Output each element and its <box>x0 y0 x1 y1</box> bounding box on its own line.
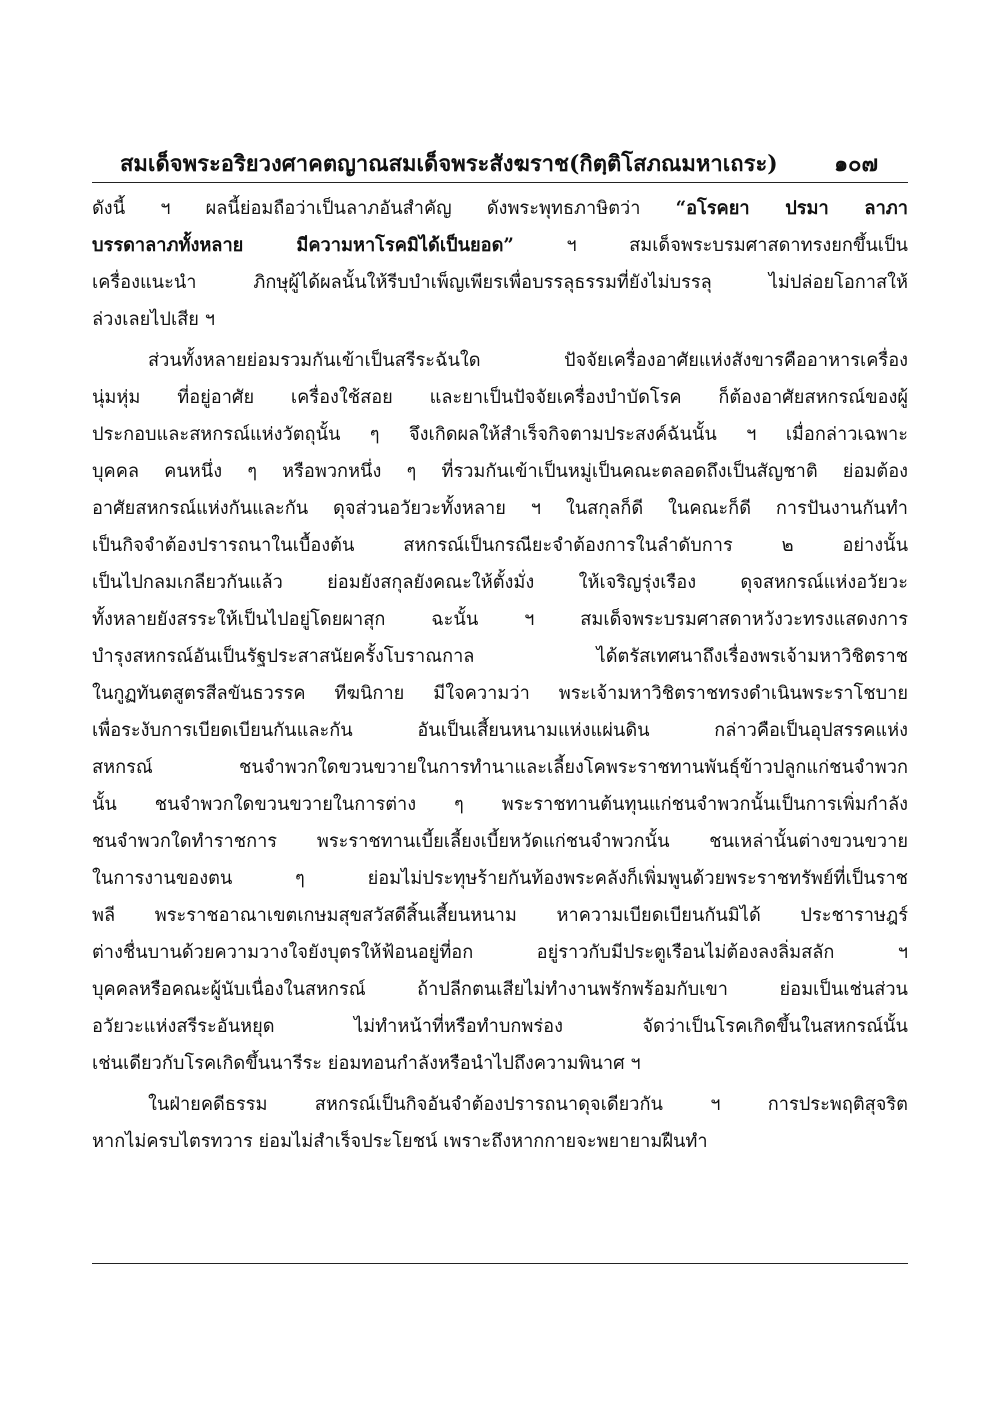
header-rule <box>92 182 908 183</box>
text-line <box>92 227 908 264</box>
body-text <box>92 190 908 1160</box>
text-line: ทั้งหลายยังสรระให้เป็นไปอยู่โดยผาสุก ฉะนั้น ฯ สมเด็จพระบรมศาสดาหวังวะทรงแสดงการ <box>92 609 908 630</box>
header-title: สมเด็จพระอริยวงศาคตญาณสมเด็จพระสังฆราช(กิตฺติโสภณมหาเถระ) <box>120 151 778 177</box>
text-line: เครื่องแนะนำ ภิกษุผู้ได้ผลนั้นให้รีบบำเพ็ญเพียรเพื่อบรรลุธรรมที่ยังไม่บรรลุ ไม่ปล่อยโอกาสให้ <box>92 272 908 293</box>
text-line: เป็นไปกลมเกลียวกันแล้ว ย่อมยังสกุลยังคณะให้ตั้งมั่ง ให้เจริญรุ่งเรือง ดุจสหกรณ์แห่งอวัยวะ <box>92 572 908 593</box>
text-line: บุคคล คนหนึ่ง ๆ หรือพวกหนึ่ง ๆ ที่รวมกันเข้าเป็นหมู่เป็นคณะตลอดถึงเป็นสัญชาติ ย่อมต้อง <box>92 461 908 482</box>
text-line: บุคคลหรือคณะผู้นับเนื่องในสหกรณ์ ถ้าปลีกตนเสียไม่ทำงานพรักพร้อมกับเขา ย่อมเป็นเช่นส่วน <box>92 979 908 1000</box>
text-line: ประกอบและสหกรณ์แห่งวัตถุนั้น ๆ จึงเกิดผลให้สำเร็จกิจตามประสงค์ฉันนั้น ฯ เมื่อกล่าวเฉพาะ <box>92 424 908 445</box>
text-line <box>92 190 908 227</box>
text-line: หากไม่ครบไตรทวาร ย่อมไม่สำเร็จประโยชน์ เพราะถึงหากกายจะพยายามฝืนทำ <box>92 1131 708 1152</box>
quote-translation: บรรดาลาภทั้งหลาย มีความหาโรคมิได้เป็นยอด” <box>92 235 514 256</box>
text-line: เช่นเดียวกับโรคเกิดขึ้นนารีระ ย่อมทอนกำลังหรือนำไปถึงความพินาศ ฯ <box>92 1053 641 1074</box>
text-line: เพื่อระงับการเบียดเบียนกันและกัน อันเป็นเสี้ยนหนามแห่งแผ่นดิน กล่าวคือเป็นอุปสรรคแห่ง <box>92 720 908 741</box>
text-line: ส่วนทั้งหลายย่อมรวมกันเข้าเป็นสรีระฉันใด ปัจจัยเครื่องอาศัยแห่งสังขารคืออาหารเครื่อง <box>148 350 908 371</box>
text-line: อาศัยสหกรณ์แห่งกันและกัน ดุจส่วนอวัยวะทั้งหลาย ฯ ในสกุลก็ดี ในคณะก็ดี การปันงานกันทำ <box>92 498 908 519</box>
text-line: ล่วงเลยไปเสีย ฯ <box>92 309 215 330</box>
text-line: บำรุงสหกรณ์อันเป็นรัฐประสาสนัยครั้งโบราณกาล ได้ตรัสเทศนาถึงเรื่องพรเจ้ามหาวิชิตราช <box>92 646 908 667</box>
page-number: ๑๐๗ <box>834 151 878 177</box>
text-line: ในฝ่ายคดีธรรม สหกรณ์เป็นกิจอันจำต้องปรารถนาดุจเดียวกัน ฯ การประพฤติสุจริต <box>148 1094 908 1115</box>
text-line: นุ่มหุ่ม ที่อยู่อาศัย เครื่องใช้สอย และยาเป็นปัจจัยเครื่องบำบัดโรค ก็ต้องอาศัยสหกรณ์ของผู้ <box>92 387 908 408</box>
text-line: นั้น ชนจำพวกใดขวนขวายในการต่าง ๆ พระราชทานต้นทุนแก่ชนจำพวกนั้นเป็นการเพิ่มกำลัง <box>92 794 908 815</box>
text-line: อวัยวะแห่งสรีระอันหยุด ไม่ทำหน้าที่หรือทำบกพร่อง จัดว่าเป็นโรคเกิดขึ้นในสหกรณ์นั้น <box>92 1016 908 1037</box>
pali-quote: “อโรคยา ปรมา ลาภา <box>675 198 908 219</box>
text-line: ในการงานของตน ๆ ย่อมไม่ประทุษร้ายกันท้องพระคลังก็เพิ่มพูนด้วยพระราชทรัพย์ที่เป็นราช <box>92 868 908 889</box>
text-line: ในกูฏทันตสูตรสีลขันธวรรค ทีฆนิกาย มีใจความว่า พระเจ้ามหาวิชิตราชทรงดำเนินพระราโชบาย <box>92 683 908 704</box>
text-run: ดังนี้ ฯ ผลนี้ย่อมถือว่าเป็นลาภอันสำคัญ ดังพระพุทธภาษิตว่า <box>92 198 676 219</box>
text-line: ต่างชื่นบานด้วยความวางใจยังบุตรให้ฟ้อนอยู่ที่อก อยู่ราวกับมีประตูเรือนไม่ต้องลงลิ่มสลัก ฯ <box>92 942 908 963</box>
running-header <box>120 148 908 180</box>
text-line: พลี พระราชอาณาเขตเกษมสุขสวัสดีสิ้นเสี้ยนหนาม หาความเบียดเบียนกันมิได้ ประชาราษฎร์ <box>92 905 908 926</box>
text-line: ชนจำพวกใดทำราชการ พระราชทานเบี้ยเลี้ยงเบี้ยหวัดแก่ชนจำพวกนั้น ชนเหล่านั้นต่างขวนขวาย <box>92 831 908 852</box>
text-run: ฯ สมเด็จพระบรมศาสดาทรงยกขึ้นเป็น <box>513 235 908 256</box>
text-line: สหกรณ์ ชนจำพวกใดขวนขวายในการทำนาและเลี้ยงโคพระราชทานพันธุ์ข้าวปลูกแก่ชนจำพวก <box>92 757 908 778</box>
footer-rule <box>92 1263 908 1264</box>
text-line: เป็นกิจจำต้องปรารถนาในเบื้องต้น สหกรณ์เป็นกรณียะจำต้องการในลำดับการ ๒ อย่างนั้น <box>92 535 908 556</box>
